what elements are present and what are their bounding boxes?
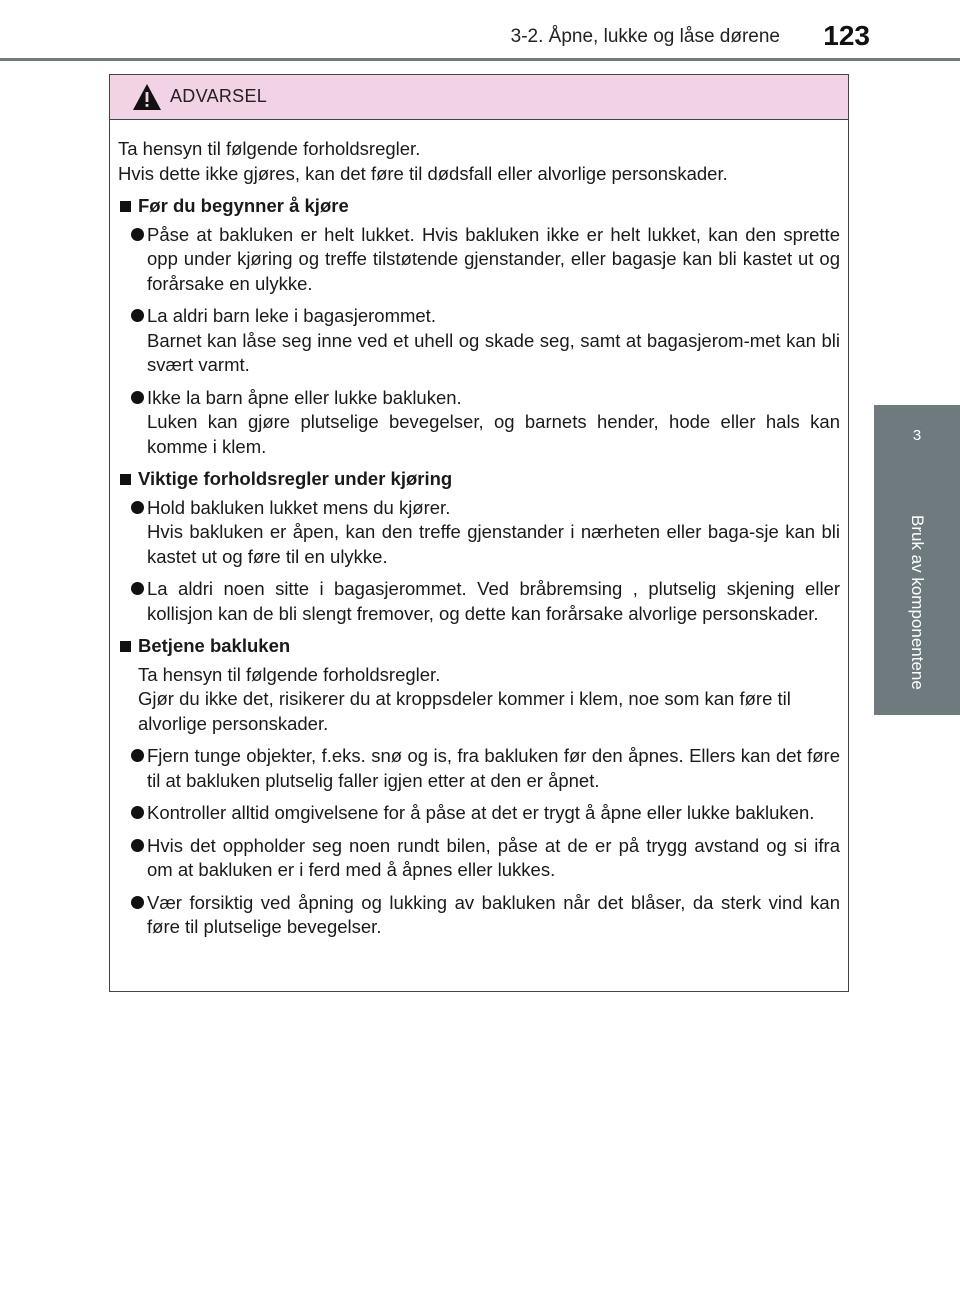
list-item: La aldri barn leke i bagasjerommet. Barnet kan låse seg inne ved et uhell og skade seg, samt at bagasjerom-met kan bli svært varmt. — [118, 304, 840, 378]
warning-triangle-icon — [132, 83, 162, 111]
page-number: 123 — [823, 20, 870, 51]
warning-box — [109, 74, 849, 992]
page-header — [0, 0, 870, 60]
square-bullet-icon — [120, 201, 131, 212]
round-bullet-icon — [131, 839, 144, 852]
list-item: Kontroller alltid omgivelsene for å påse at det er trygt å åpne eller lukke bakluken. — [118, 801, 840, 826]
round-bullet-icon — [131, 896, 144, 909]
round-bullet-icon — [131, 228, 144, 241]
warning-header — [110, 75, 848, 120]
square-bullet-icon — [120, 474, 131, 485]
section-heading: Betjene bakluken — [118, 634, 840, 659]
round-bullet-icon — [131, 501, 144, 514]
warning-intro — [118, 137, 840, 186]
intro-line: Ta hensyn til følgende forholdsregler. — [118, 138, 421, 159]
chapter-number: 3 — [912, 427, 922, 444]
section-heading: Viktige forholdsregler under kjøring — [118, 467, 840, 492]
list-item: Fjern tunge objekter, f.eks. snø og is, fra bakluken før den åpnes. Ellers kan det føre til at bakluken plutselig faller igjen etter at den er åpnet. — [118, 744, 840, 793]
list-item: La aldri noen sitte i bagasjerommet. Ved bråbremsing , plutselig skjening eller kollisjon kan de bli slengt fremover, og dette kan forårsake alvorlige personskader. — [118, 577, 840, 626]
round-bullet-icon — [131, 391, 144, 404]
intro-line: Hvis dette ikke gjøres, kan det føre til dødsfall eller alvorlige personskader. — [118, 162, 728, 184]
warning-content — [110, 120, 848, 940]
chapter-side-tab — [874, 405, 960, 715]
section-heading: Før du begynner å kjøre — [118, 194, 840, 219]
section-title: 3-2. Åpne, lukke og låse dørene — [510, 26, 780, 47]
header-rule — [0, 58, 960, 61]
round-bullet-icon — [131, 749, 144, 762]
section-intro: Ta hensyn til følgende forholdsregler. Gjør du ikke det, risikerer du at kroppsdeler kommer i klem, noe som kan føre til alvorlige personskader. — [138, 663, 791, 734]
round-bullet-icon — [131, 582, 144, 595]
square-bullet-icon — [120, 641, 131, 652]
list-item: Påse at bakluken er helt lukket. Hvis bakluken ikke er helt lukket, kan den sprette opp under kjøring og treffe tilstøtende gjenstander, eller bagasje kan bli kastet ut og forårsake en ulykke. — [118, 223, 840, 297]
warning-label: ADVARSEL — [170, 86, 268, 106]
list-item: Hold bakluken lukket mens du kjører. Hvis bakluken er åpen, kan den treffe gjenstander i nærheten eller baga-sje kan bli kastet ut og føre til en ulykke. — [118, 496, 840, 570]
round-bullet-icon — [131, 309, 144, 322]
list-item: Vær forsiktig ved åpning og lukking av bakluken når det blåser, da sterk vind kan føre til plutselige bevegelser. — [118, 891, 840, 940]
chapter-label: Bruk av komponentene — [908, 515, 927, 690]
list-item: Ikke la barn åpne eller lukke bakluken. Luken kan gjøre plutselige bevegelser, og barnets hender, hode eller hals kan komme i klem. — [118, 386, 840, 460]
round-bullet-icon — [131, 806, 144, 819]
list-item: Hvis det oppholder seg noen rundt bilen, påse at de er på trygg avstand og si ifra om at bakluken er i ferd med å åpnes eller lukkes. — [118, 834, 840, 883]
